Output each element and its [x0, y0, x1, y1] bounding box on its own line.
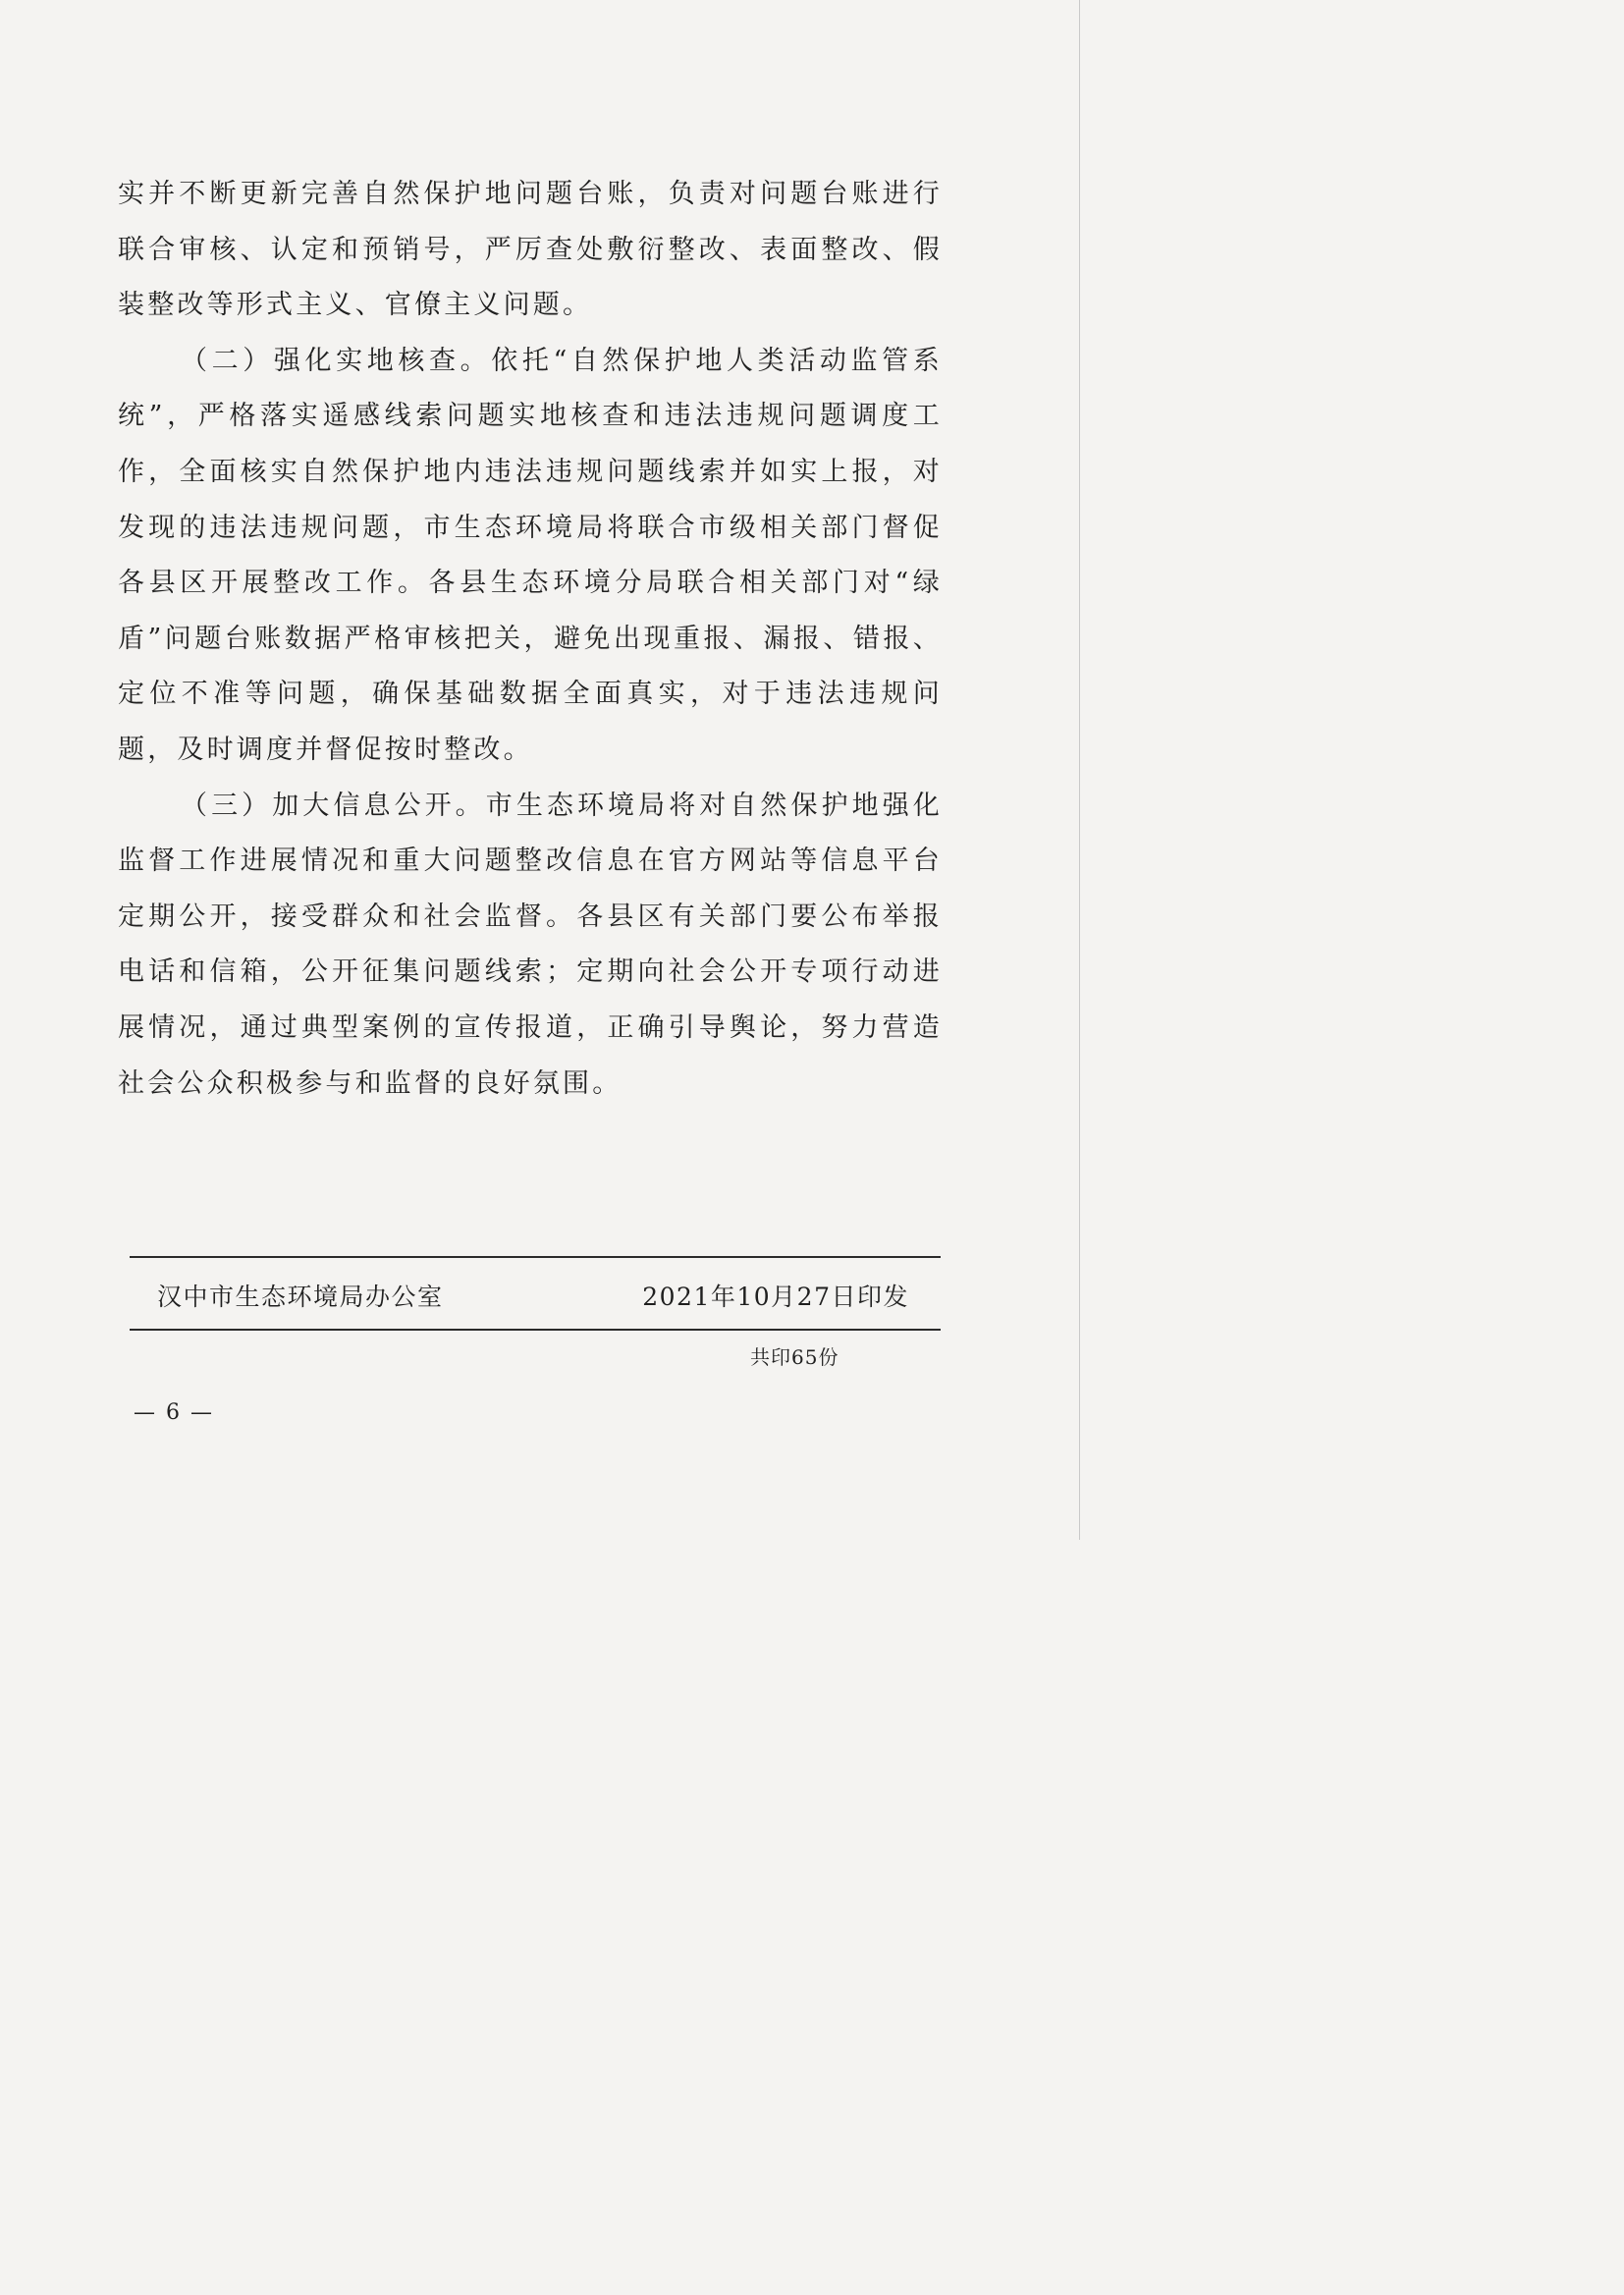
paragraph-continuation: 实并不断更新完善自然保护地问题台账，负责对问题台账进行联合审核、认定和预销号，严厉查处敷衍整改、表面整改、假装整改等形式主义、官僚主义问题。: [118, 179, 943, 321]
issue-date: 2021年10月27日印发: [642, 1283, 909, 1311]
issuer-name: 汉中市生态环境局办公室: [157, 1283, 444, 1311]
print-copies: 共印65份: [750, 1345, 839, 1369]
document-body: [118, 167, 943, 1112]
page-number: — 6 —: [134, 1400, 214, 1425]
paragraph-section-2: （二）强化实地核查。依托“自然保护地人类活动监管系统”，严格落实遥感线索问题实地核查和违法违规问题调度工作，全面核实自然保护地内违法违规问题线索并如实上报，对发现的违法违规问题，市生态环境局将联合市级相关部门督促各县区开展整改工作。各县生态环境分局联合相关部门对“绿盾”问题台账数据严格审核把关，避免出现重报、漏报、错报、定位不准等问题，确保基础数据全面真实，对于违法违规问题，及时调度并督促按时整改。: [118, 345, 943, 765]
page-edge: [1079, 0, 1080, 1540]
paragraph-section-3: （三）加大信息公开。市生态环境局将对自然保护地强化监督工作进展情况和重大问题整改信息在官方网站等信息平台定期公开，接受群众和社会监督。各县区有关部门要公布举报电话和信箱，公开征集问题线索；定期向社会公开专项行动进展情况，通过典型案例的宣传报道，正确引导舆论，努力营造社会公众积极参与和监督的良好氛围。: [118, 790, 943, 1099]
colophon: [130, 1256, 941, 1331]
